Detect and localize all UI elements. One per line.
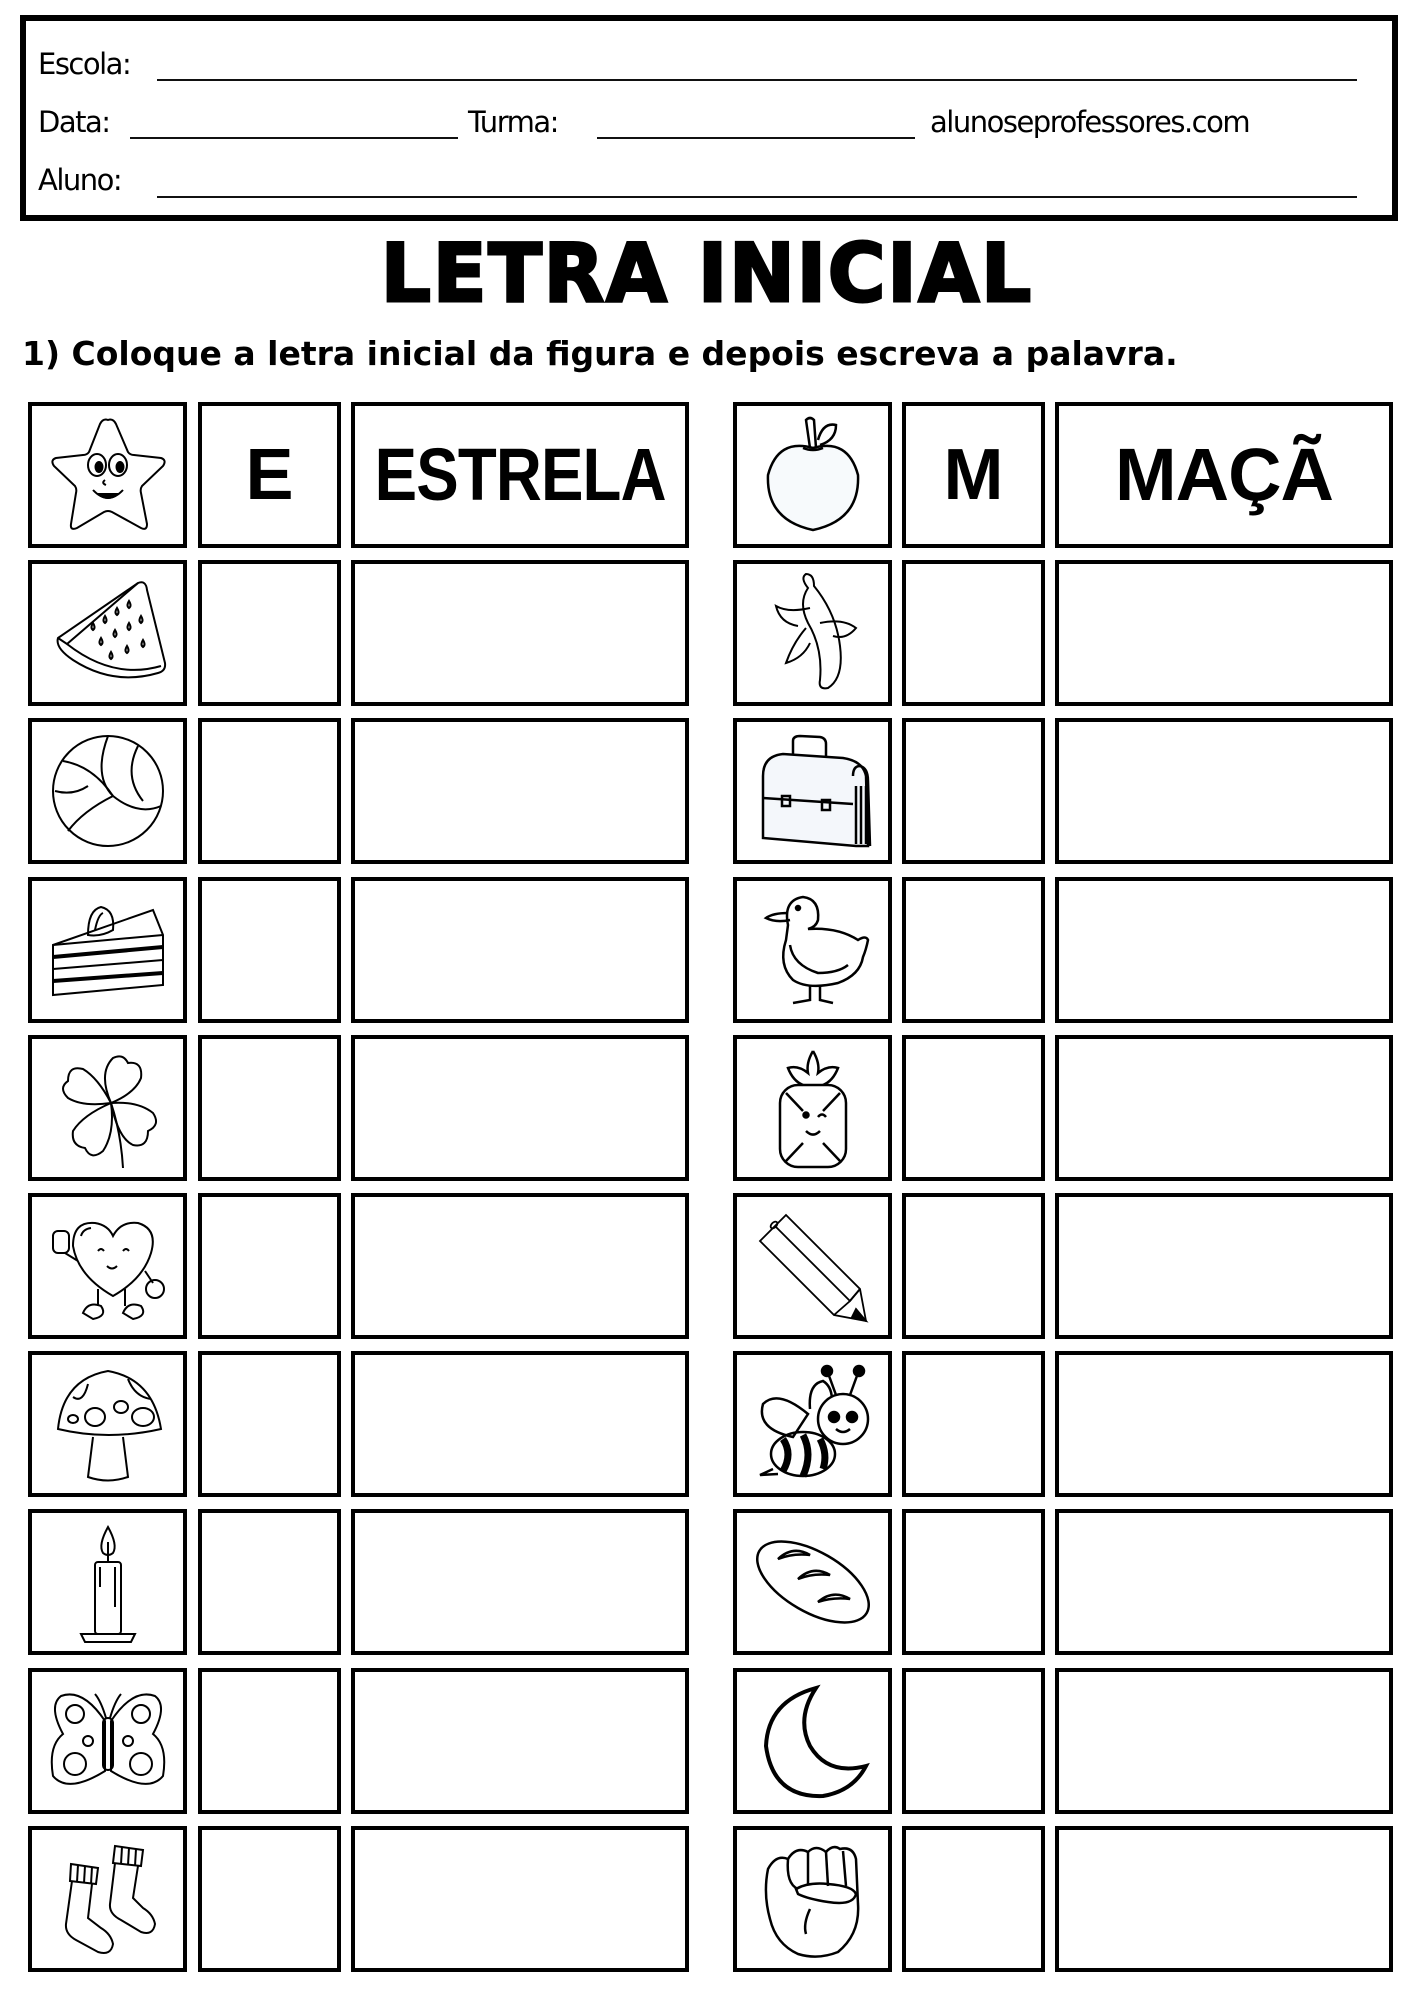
initial-letter-box[interactable] [902,1351,1045,1497]
initial-letter-box[interactable] [198,1509,341,1655]
picture-cell [733,1193,892,1339]
picture-cell [28,1668,187,1814]
word-box[interactable] [351,1351,689,1497]
socks-icon [43,1834,173,1964]
word-box[interactable] [351,560,689,706]
picture-cell [733,402,892,548]
heart-character-icon [43,1201,173,1331]
candle-icon [43,1517,173,1647]
word-box[interactable] [351,1668,689,1814]
word-text: MAÇÃ [1115,433,1333,516]
word-box[interactable] [1055,402,1393,548]
initial-letter-box[interactable] [902,718,1045,864]
moon-icon [748,1676,878,1806]
word-text: ESTRELA [374,433,666,516]
word-box[interactable] [351,1509,689,1655]
initial-letter-box[interactable] [198,718,341,864]
banana-icon [748,568,878,698]
word-box[interactable] [351,1826,689,1972]
student-label: Aluno: [38,163,122,197]
initial-letter-box[interactable] [902,1668,1045,1814]
picture-cell [28,1193,187,1339]
initial-letter-box[interactable] [902,560,1045,706]
duck-icon [748,885,878,1015]
picture-cell [28,1035,187,1181]
picture-cell [733,1826,892,1972]
picture-cell [28,1826,187,1972]
volleyball-icon [43,726,173,856]
picture-cell [28,560,187,706]
initial-letter-box[interactable] [902,402,1045,548]
word-box[interactable] [351,1035,689,1181]
picture-cell [28,877,187,1023]
clover-icon [43,1043,173,1173]
bread-icon [748,1517,878,1647]
star-icon [43,410,173,540]
initial-letter-box[interactable] [198,1193,341,1339]
picture-cell [733,718,892,864]
word-box[interactable] [1055,1035,1393,1181]
class-field[interactable] [597,137,915,139]
word-box[interactable] [1055,1826,1393,1972]
initial-letter-text: E [245,435,294,515]
watermelon-icon [43,568,173,698]
picture-cell [28,1509,187,1655]
exercise-instruction: 1) Coloque a letra inicial da figura e depois escreva a palavra. [22,334,1178,373]
pencil-icon [748,1201,878,1331]
word-box[interactable] [1055,877,1393,1023]
picture-cell [733,1035,892,1181]
butterfly-icon [43,1676,173,1806]
school-field[interactable] [157,79,1357,81]
initial-letter-box[interactable] [198,1668,341,1814]
picture-cell [28,718,187,864]
word-box[interactable] [351,877,689,1023]
page-title: LETRA INICIAL [380,227,1034,320]
apple-icon [748,410,878,540]
initial-letter-text: M [943,435,1004,515]
word-box[interactable] [1055,718,1393,864]
initial-letter-box[interactable] [902,877,1045,1023]
word-box[interactable] [351,402,689,548]
picture-cell [28,1351,187,1497]
word-box[interactable] [1055,1509,1393,1655]
bee-icon [748,1359,878,1489]
school-bag-icon [748,726,878,856]
initial-letter-box[interactable] [198,1035,341,1181]
initial-letter-box[interactable] [902,1826,1045,1972]
picture-cell [733,877,892,1023]
picture-cell [733,1509,892,1655]
fist-icon [748,1834,878,1964]
picture-cell [733,560,892,706]
date-label: Data: [38,105,110,139]
initial-letter-box[interactable] [198,877,341,1023]
mushroom-icon [43,1359,173,1489]
school-label: Escola: [38,47,131,81]
initial-letter-box[interactable] [902,1509,1045,1655]
class-label: Turma: [468,105,558,139]
initial-letter-box[interactable] [198,1826,341,1972]
cake-icon [43,885,173,1015]
initial-letter-box[interactable] [198,560,341,706]
word-box[interactable] [1055,1193,1393,1339]
initial-letter-box[interactable] [198,1351,341,1497]
word-box[interactable] [351,718,689,864]
initial-letter-box[interactable] [902,1035,1045,1181]
initial-letter-box[interactable] [902,1193,1045,1339]
pineapple-icon [748,1043,878,1173]
website-text: alunoseprofessores.com [930,105,1250,139]
word-box[interactable] [351,1193,689,1339]
word-box[interactable] [1055,1351,1393,1497]
picture-cell [28,402,187,548]
student-field[interactable] [157,196,1357,198]
word-box[interactable] [1055,560,1393,706]
picture-cell [733,1351,892,1497]
date-field[interactable] [130,137,458,139]
picture-cell [733,1668,892,1814]
word-box[interactable] [1055,1668,1393,1814]
initial-letter-box[interactable] [198,402,341,548]
